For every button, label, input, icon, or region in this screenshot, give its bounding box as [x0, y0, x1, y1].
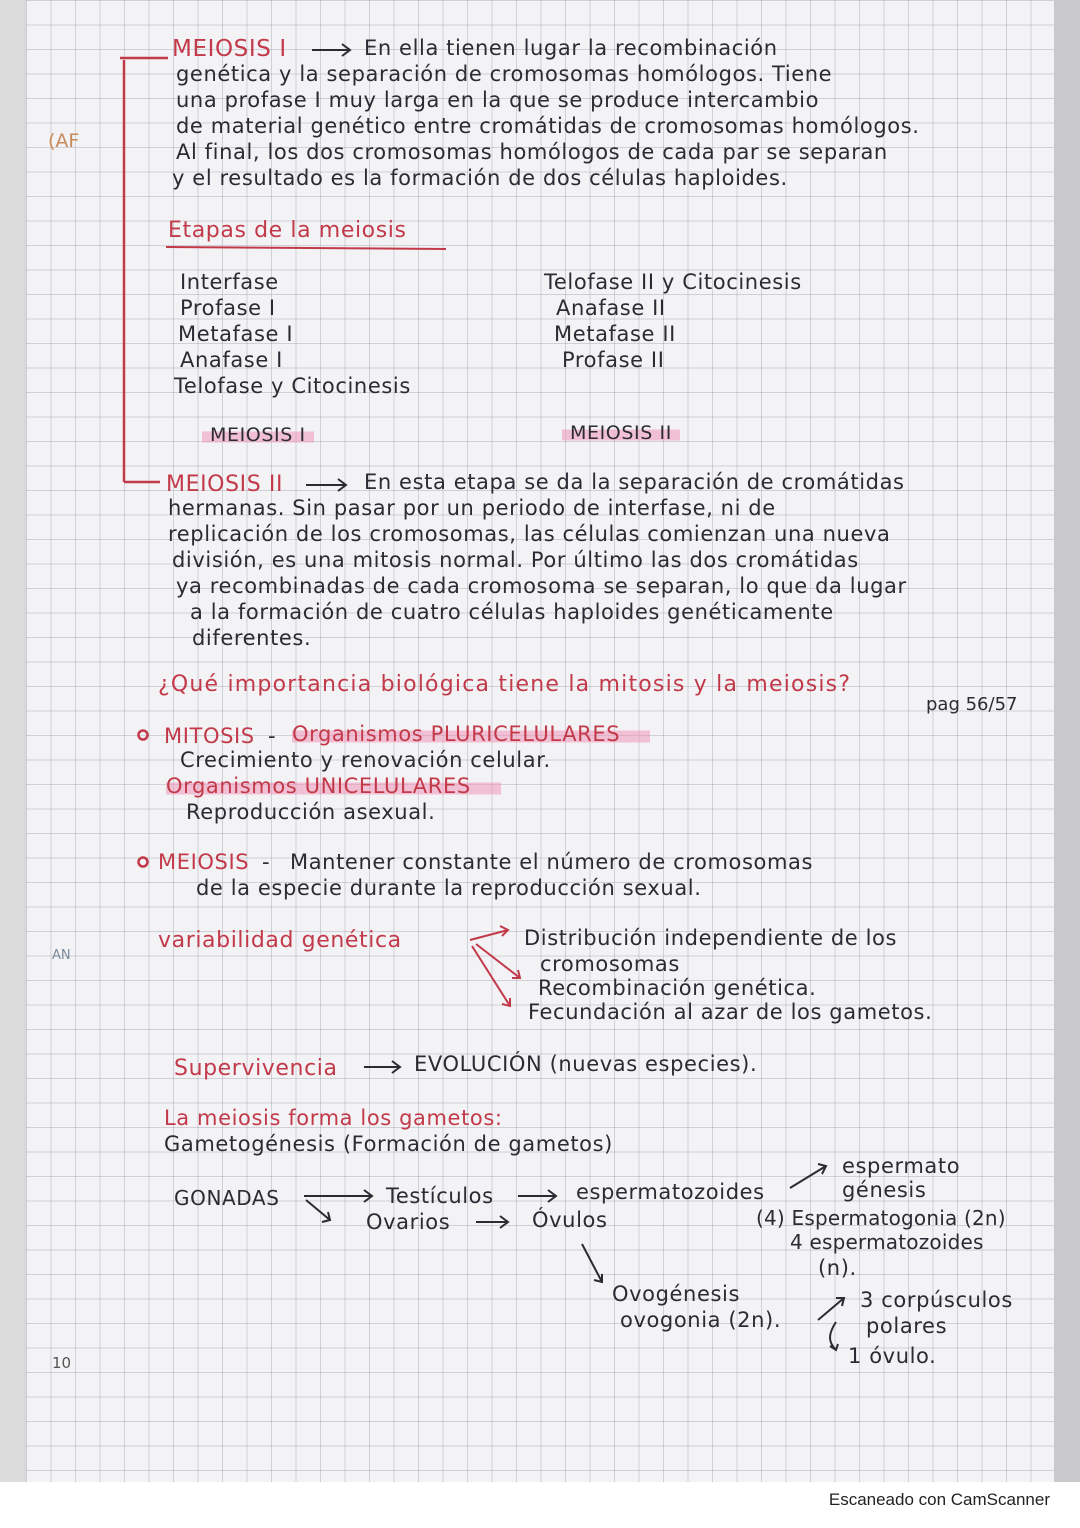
survival-label: Supervivencia — [174, 1056, 338, 1081]
meiosis-ii-label: MEIOSIS II — [562, 422, 680, 444]
spermatogenesis-text: 4 espermatozoides — [790, 1230, 984, 1254]
evolution-result: EVOLUCIÓN (nuevas especies). — [414, 1052, 758, 1076]
gametes-title: La meiosis forma los gametos: — [164, 1106, 503, 1130]
meiosis-ii-text-line: ya recombinadas de cada cromosoma se separan, lo que da lugar — [176, 574, 907, 598]
question-heading: ¿Qué importancia biológica tiene la mitosis y la meiosis? — [158, 672, 852, 697]
oogenesis-result: 1 óvulo. — [848, 1344, 937, 1368]
stage-item: Profase I — [180, 296, 276, 320]
pluricellular-description: Crecimiento y renovación celular. — [180, 748, 551, 772]
unicellular-description: Reproducción asexual. — [186, 800, 436, 824]
bullet-icon — [139, 858, 148, 867]
oogenesis-text: ovogonia (2n). — [620, 1308, 782, 1332]
arrow-icon — [306, 479, 346, 491]
stage-item: Interfase — [180, 270, 279, 294]
spermatogenesis-text: génesis — [842, 1178, 927, 1202]
page-number: 10 — [52, 1354, 72, 1372]
meiosis-i-text-line: y el resultado es la formación de dos células haploides. — [172, 166, 788, 190]
meiosis-i-text-line: de material genético entre cromátidas de cromosomas homólogos. — [176, 114, 920, 138]
meiosis-importance-line: Mantener constante el número de cromosomas — [290, 850, 814, 874]
gonads-label: GONADAS — [174, 1186, 280, 1210]
meiosis-i-text-line: Al final, los dos cromosomas homólogos de cada par se separan — [176, 140, 888, 164]
unicellular-label: Organismos UNICELULARES — [166, 774, 501, 798]
meiosis-ii-text-line: hermanas. Sin pasar por un periodo de interfase, ni de — [168, 496, 776, 520]
margin-tag: (AF — [48, 130, 80, 152]
meiosis-i-title: MEIOSIS I — [172, 36, 287, 62]
stage-item: Telofase II y Citocinesis — [544, 270, 802, 294]
ovules-label: Óvulos — [532, 1208, 608, 1232]
arrow-icon — [364, 1061, 400, 1073]
spermatogenesis-text: (4) Espermatogonia (2n) — [756, 1206, 1006, 1230]
red-bracket — [120, 58, 168, 482]
spermatogenesis-text: (n). — [818, 1256, 857, 1280]
meiosis-i-label: MEIOSIS I — [202, 424, 314, 446]
arrow-icon — [470, 926, 520, 1006]
variability-item: Fecundación al azar de los gametos. — [528, 1000, 933, 1024]
testicles-label: Testículos — [386, 1184, 494, 1208]
heading-underline — [166, 247, 446, 249]
oogenesis-result: polares — [866, 1314, 948, 1338]
spermatogenesis-text: espermato — [842, 1154, 961, 1178]
stage-item: Telofase y Citocinesis — [174, 374, 411, 398]
meiosis-importance-line: de la especie durante la reproducción sexual. — [196, 876, 702, 900]
page-reference: pag 56/57 — [926, 694, 1018, 715]
sperm-label: espermatozoides — [576, 1180, 765, 1204]
meiosis-i-text-line: genética y la separación de cromosomas homólogos. Tiene — [176, 62, 833, 86]
variability-item: Recombinación genética. — [538, 976, 817, 1000]
stage-item: Anafase II — [556, 296, 666, 320]
meiosis-i-text-line: En ella tienen lugar la recombinación — [364, 36, 778, 60]
stage-item: Metafase II — [554, 322, 676, 346]
meiosis-ii-text-line: En esta etapa se da la separación de cromátidas — [364, 470, 905, 494]
ovaries-label: Ovarios — [366, 1210, 451, 1234]
variability-item: Distribución independiente de los — [524, 926, 898, 950]
meiosis-ii-text-line: división, es una mitosis normal. Por último las dos cromátidas — [172, 548, 859, 572]
gametogenesis-line: Gametogénesis (Formación de gametos) — [164, 1132, 613, 1156]
margin-tag: AN — [52, 948, 71, 963]
stage-item: Profase II — [562, 348, 665, 372]
meiosis-ii-text-line: a la formación de cuatro células haploides genéticamente — [190, 600, 834, 624]
stage-item: Anafase I — [180, 348, 283, 372]
stage-item: Metafase I — [178, 322, 294, 346]
variability-label: variabilidad genética — [158, 928, 402, 953]
oogenesis-result: 3 corpúsculos — [860, 1288, 1013, 1312]
meiosis-ii-text-line: replicación de los cromosomas, las células comienzan una nueva — [168, 522, 891, 546]
variability-item: cromosomas — [540, 952, 680, 976]
meiosis-ii-title: MEIOSIS II — [166, 472, 284, 497]
scanner-watermark: Escaneado con CamScanner — [828, 1490, 1050, 1509]
stages-heading: Etapas de la meiosis — [168, 218, 407, 243]
arrow-icon — [312, 44, 350, 56]
meiosis-importance-label: MEIOSIS — [158, 850, 250, 874]
pluricellular-label: Organismos PLURICELULARES — [292, 722, 650, 746]
mitosis-label: MITOSIS — [164, 724, 255, 748]
meiosis-i-text-line: una profase I muy larga en la que se produce intercambio — [176, 88, 820, 112]
oogenesis-text: Ovogénesis — [612, 1282, 741, 1306]
meiosis-ii-text-line: diferentes. — [192, 626, 312, 650]
bullet-icon — [139, 731, 148, 740]
